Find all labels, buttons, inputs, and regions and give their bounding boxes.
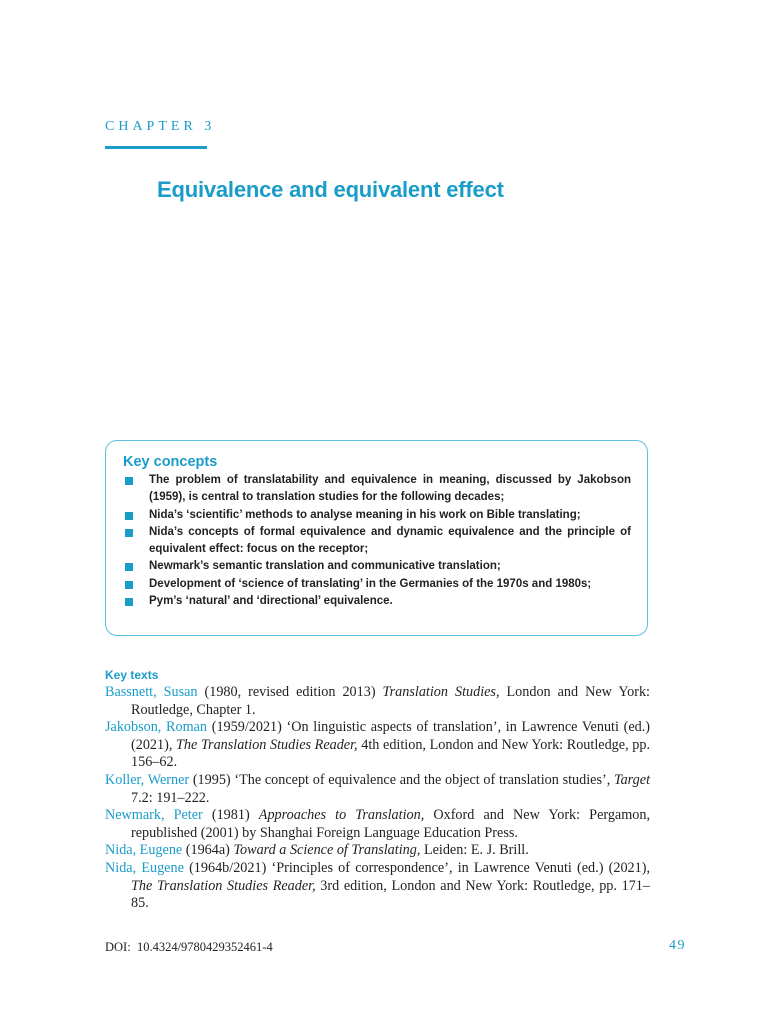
reference-title: Approaches to Translation, xyxy=(258,807,425,824)
reference-entry xyxy=(105,842,650,860)
reference-title: Target xyxy=(614,771,651,788)
reference-author: Bassnett, Susan xyxy=(105,684,198,700)
reference-author: Nida, Eugene xyxy=(105,859,184,876)
reference-author: Jakobson, Roman xyxy=(105,719,208,736)
key-concept-text: Pym’s ‘natural’ and ‘directional’ equivalence. xyxy=(149,595,393,608)
square-bullet-icon xyxy=(125,512,133,520)
key-concept-text: Development of ‘science of translating’ in the Germanies of the 1970s and 1980s; xyxy=(149,577,592,590)
chapter-title: Equivalence and equivalent effect xyxy=(157,177,504,202)
reference-entry xyxy=(105,684,650,719)
reference-text: Oxford and New York: Pergamon, republished (2001) by Shanghai Foreign Language Education Press. xyxy=(131,807,650,841)
square-bullet-icon xyxy=(125,529,133,537)
reference-text: London and New York: Routledge, Chapter 1. xyxy=(131,684,651,718)
reference-text: (1995) ‘The concept of equivalence and the object of translation studies’, xyxy=(189,771,614,788)
key-concept-text: Newmark’s semantic translation and communicative translation; xyxy=(149,560,501,573)
key-concepts-box xyxy=(105,440,648,636)
reference-entry xyxy=(105,860,650,913)
key-concept-text: Nida’s concepts of formal equivalence and dynamic equivalence and the principle of equivalent effect: focus on the receptor; xyxy=(149,525,631,556)
reference-entry xyxy=(105,807,650,842)
square-bullet-icon xyxy=(125,477,133,485)
chapter-rule xyxy=(105,146,207,149)
square-bullet-icon xyxy=(125,598,133,606)
reference-text: (1980, revised edition 2013) xyxy=(197,684,383,700)
key-concept-item xyxy=(122,524,631,559)
reference-title: Toward a Science of Translating xyxy=(233,842,417,859)
reference-text: (1964b/2021) ‘Principles of correspondence’, in Lawrence Venuti (ed.) (2021), xyxy=(183,859,650,876)
key-concept-item xyxy=(122,558,631,575)
key-concept-text: Nida’s ‘scientific’ methods to analyse meaning in his work on Bible translating; xyxy=(149,508,581,521)
key-concept-text: The problem of translatability and equivalence in meaning, discussed by Jakobson (1959), is central to translation studies for the following decades; xyxy=(149,474,631,504)
reference-entry xyxy=(105,719,650,772)
chapter-label: CHAPTER 3 xyxy=(105,119,216,134)
reference-author: Newmark, Peter xyxy=(105,807,203,824)
key-concepts-heading: Key concepts xyxy=(123,454,218,470)
reference-text: (1964a) xyxy=(182,842,234,859)
page-number: 49 xyxy=(669,938,686,953)
key-concept-item xyxy=(122,576,631,593)
key-concept-item xyxy=(122,472,631,507)
reference-title: The Translation Studies Reader, xyxy=(176,736,358,753)
key-concepts-list xyxy=(122,472,631,610)
reference-entry xyxy=(105,772,650,807)
key-texts-heading: Key texts xyxy=(105,668,159,682)
key-concept-item xyxy=(122,593,631,610)
reference-text: 3rd edition, London and New York: Routledge, pp. 171–85. xyxy=(131,877,650,912)
reference-text: , Leiden: E. J. Brill. xyxy=(416,842,529,859)
reference-text: 4th edition, London and New York: Routledge, pp. 156–62. xyxy=(131,736,650,771)
reference-author: Nida, Eugene xyxy=(105,842,183,859)
key-concept-item xyxy=(122,507,631,524)
reference-text: (1981) xyxy=(202,807,259,824)
doi-footer: DOI: 10.4324/9780429352461-4 xyxy=(105,940,273,954)
square-bullet-icon xyxy=(125,563,133,571)
reference-title: The Translation Studies Reader, xyxy=(131,877,316,894)
square-bullet-icon xyxy=(125,581,133,589)
key-texts-list xyxy=(105,684,650,913)
reference-text: 7.2: 191–222. xyxy=(131,789,210,806)
reference-title: Translation Studies, xyxy=(382,684,500,700)
reference-text: (1959/2021) ‘On linguistic aspects of translation’, in Lawrence Venuti (ed.) (2021), xyxy=(131,719,650,753)
reference-author: Koller, Werner xyxy=(105,771,190,788)
